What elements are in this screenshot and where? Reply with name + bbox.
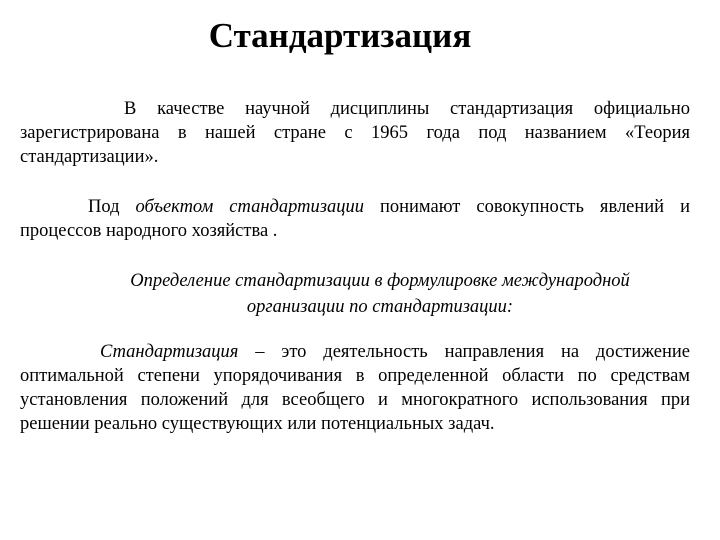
paragraph-object-emphasis: объектом стандартизации [135, 197, 364, 217]
paragraph-object-prefix: Под [88, 197, 136, 217]
definition-heading-line2: организации по стандартизации: [246, 297, 514, 317]
definition-term: Стандартизация [100, 342, 239, 362]
paragraph-object [20, 195, 690, 243]
paragraph-discipline: В качестве научной дисциплины стандартизация официально зарегистрирована в нашей стране с 1965 года под названием «Теория стандартизации». [20, 99, 690, 167]
paragraph-definition [20, 340, 690, 436]
definition-text: – это деятельность направления на достижение оптимальной степени упорядочивания в определенной области по средствам установления положений для всеобщего и многократного использования при решении реально существующих или потенциальных задач. [20, 342, 690, 434]
slide-title: Стандартизация [208, 16, 472, 55]
paragraph-object-suffix: понимают совокупность явлений и процессов народного хозяйства . [20, 197, 690, 241]
definition-heading [40, 268, 720, 320]
definition-heading-line1: Определение стандартизации в формулировке международной [130, 271, 630, 291]
